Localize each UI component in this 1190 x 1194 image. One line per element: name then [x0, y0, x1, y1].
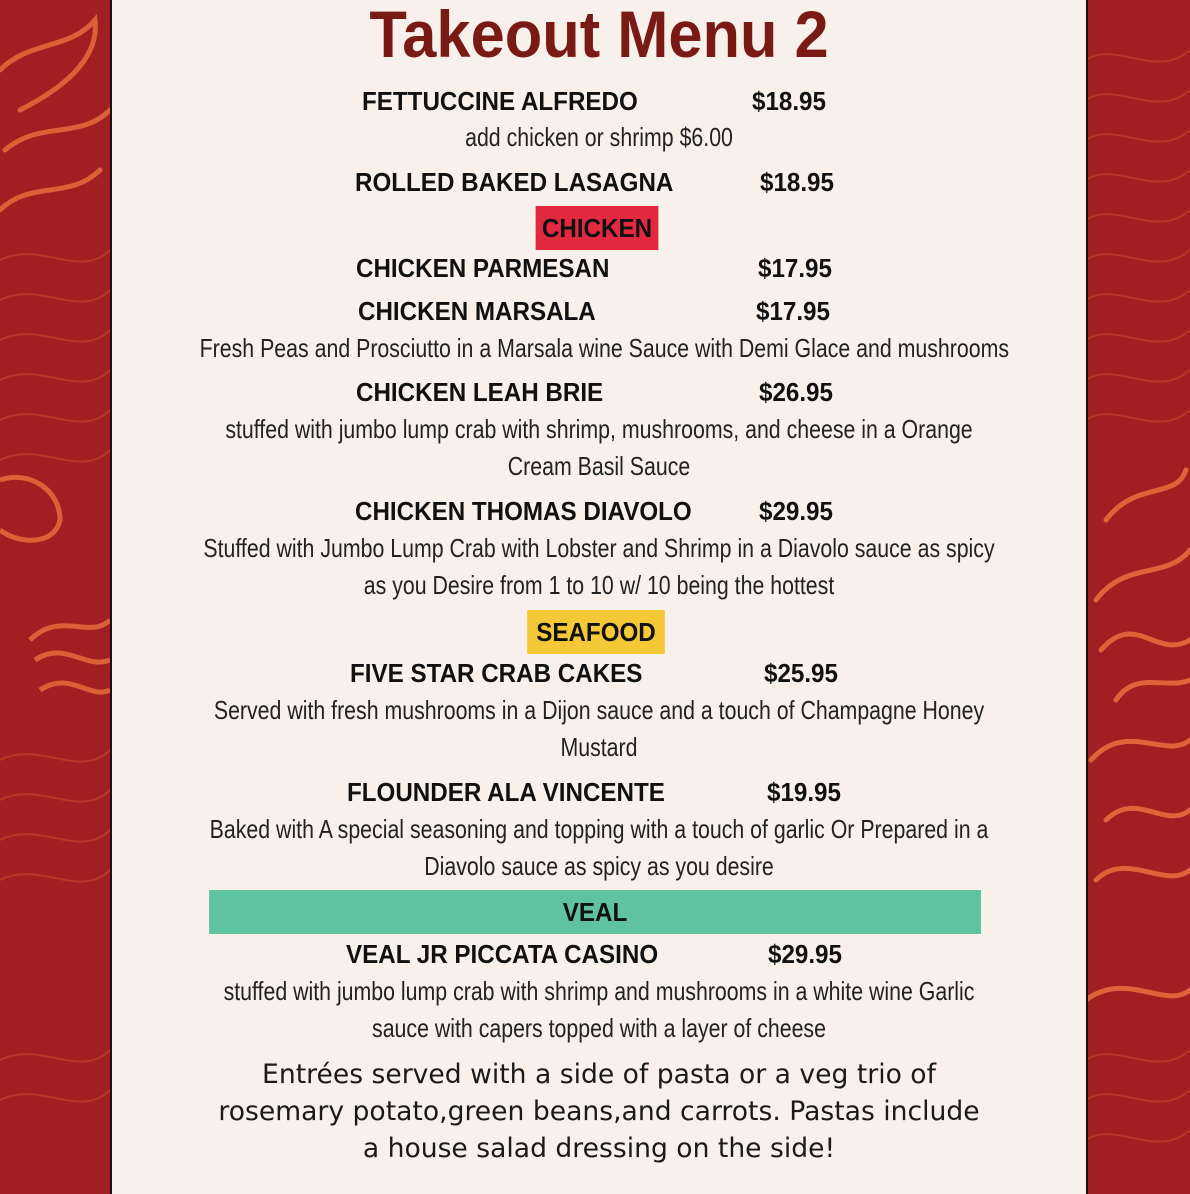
- item-desc-chicken-marsala: Fresh Peas and Prosciutto in a Marsala wine Sauce with Demi Glace and mushrooms: [199, 333, 1009, 363]
- item-price-chicken-marsala: $17.95: [756, 296, 830, 326]
- item-price-chicken-parmesan: $17.95: [758, 253, 832, 283]
- item-name-chicken-leah-brie: CHICKEN LEAH BRIE: [356, 377, 604, 407]
- left-dragon-pattern: [0, 0, 110, 1190]
- item-price-chicken-thomas-diavolo: $29.95: [759, 496, 833, 526]
- item-desc-chicken-thomas-diavolo-line2: as you Desire from 1 to 10 w/ 10 being the hottest: [363, 570, 835, 600]
- item-name-chicken-parmesan: CHICKEN PARMESAN: [356, 253, 610, 283]
- item-price-fettuccine-alfredo: $18.95: [752, 86, 826, 116]
- item-desc-chicken-leah-brie-line2: Cream Basil Sauce: [507, 451, 691, 481]
- item-name-five-star-crab-cakes: FIVE STAR CRAB CAKES: [350, 658, 643, 688]
- item-desc-flounder-ala-vincente-line2: Diavolo sauce as spicy as you desire: [424, 851, 774, 881]
- item-name-chicken-thomas-diavolo: CHICKEN THOMAS DIAVOLO: [355, 496, 692, 526]
- item-desc-five-star-crab-cakes-line2: Mustard: [560, 732, 638, 762]
- item-desc-flounder-ala-vincente-line1: Baked with A special seasoning and topping with a touch of garlic Or Prepared in a: [209, 814, 989, 844]
- item-price-five-star-crab-cakes: $25.95: [764, 658, 838, 688]
- item-name-chicken-marsala: CHICKEN MARSALA: [358, 296, 596, 326]
- item-desc-five-star-crab-cakes-line1: Served with fresh mushrooms in a Dijon sauce and a touch of Champagne Honey: [213, 695, 985, 725]
- right-dragon-pattern: [1086, 0, 1190, 1190]
- item-price-rolled-baked-lasagna: $18.95: [760, 167, 834, 197]
- item-desc-chicken-thomas-diavolo-line1: Stuffed with Jumbo Lump Crab with Lobster and Shrimp in a Diavolo sauce as spicy: [203, 533, 995, 563]
- section-badge-chicken: CHICKEN: [536, 206, 659, 250]
- item-desc-fettuccine-alfredo: add chicken or shrimp $6.00: [465, 122, 733, 152]
- footer-note-line2: rosemary potato,green beans,and carrots. Pastas include: [218, 1096, 980, 1127]
- item-name-veal-jr-piccata-casino: VEAL JR PICCATA CASINO: [346, 939, 659, 969]
- item-desc-veal-jr-piccata-casino-line1: stuffed with jumbo lump crab with shrimp and mushrooms in a white wine Garlic: [223, 976, 975, 1006]
- item-desc-veal-jr-piccata-casino-line2: sauce with capers topped with a layer of cheese: [372, 1013, 826, 1043]
- section-band-veal: VEAL: [209, 890, 981, 934]
- menu-title: Takeout Menu 2: [369, 0, 829, 71]
- menu-panel: [110, 0, 1088, 1194]
- footer-note-line3: a house salad dressing on the side!: [362, 1133, 836, 1164]
- item-name-flounder-ala-vincente: FLOUNDER ALA VINCENTE: [347, 777, 665, 807]
- item-desc-chicken-leah-brie-line1: stuffed with jumbo lump crab with shrimp, mushrooms, and cheese in a Orange: [225, 414, 973, 444]
- item-price-chicken-leah-brie: $26.95: [759, 377, 833, 407]
- section-badge-seafood: SEAFOOD: [527, 610, 665, 654]
- footer-note-line1: Entrées served with a side of pasta or a veg trio of: [262, 1059, 936, 1090]
- item-price-veal-jr-piccata-casino: $29.95: [768, 939, 842, 969]
- item-name-rolled-baked-lasagna: ROLLED BAKED LASAGNA: [355, 167, 674, 197]
- item-name-fettuccine-alfredo: FETTUCCINE ALFREDO: [362, 86, 638, 116]
- item-price-flounder-ala-vincente: $19.95: [767, 777, 841, 807]
